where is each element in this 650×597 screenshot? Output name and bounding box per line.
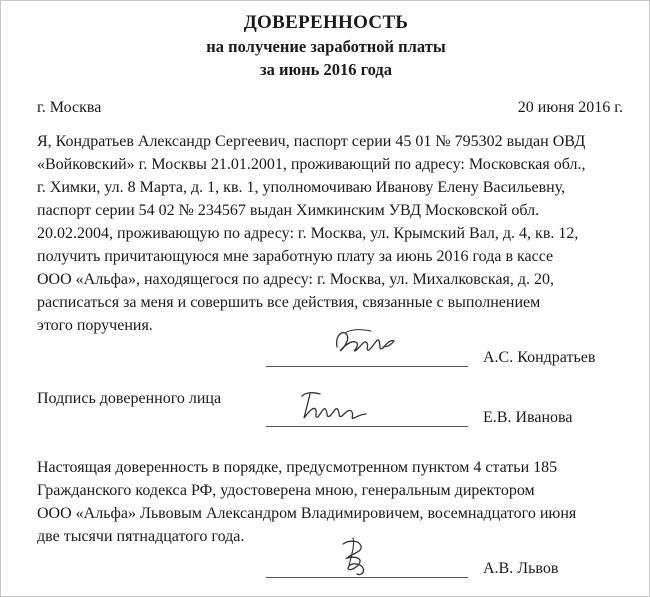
director-signature xyxy=(333,536,383,578)
body-line: расписаться за меня и совершить все действия, связанные с выполнением xyxy=(37,294,541,311)
attorney-name: Е.В. Иванова xyxy=(483,409,573,426)
body-line: этого поручения. xyxy=(37,317,153,334)
body-line: ООО «Альфа», находящегося по адресу: г. Москва, ул. Михалковская, д. 20, xyxy=(37,271,554,288)
body-line: паспорт серии 54 02 № 234567 выдан Химкинским УВД Московской обл. xyxy=(37,202,540,219)
body-line: г. Химки, ул. 8 Марта, д. 1, кв. 1, уполномочиваю Иванову Елену Васильевну, xyxy=(37,179,566,196)
document-city: г. Москва xyxy=(37,99,102,116)
body-line: Я, Кондратьев Александр Сергеевич, паспорт серии 45 01 № 795302 выдан ОВД xyxy=(37,133,586,150)
document-title: ДОВЕРЕННОСТЬ xyxy=(243,12,409,33)
attorney-signature-label: Подпись доверенного лица xyxy=(37,390,222,407)
certification-line: Гражданского кодекса РФ, удостоверена мною, генеральным директором xyxy=(37,482,535,499)
principal-signature-line xyxy=(266,366,468,367)
attorney-signature-line xyxy=(266,426,468,427)
document-body xyxy=(37,130,627,337)
document-subtitle-line2: за июнь 2016 года xyxy=(259,60,393,79)
certification-line: Настоящая доверенность в порядке, предусмотренном пунктом 4 статьи 185 xyxy=(37,459,558,476)
principal-name: А.С. Кондратьев xyxy=(483,349,596,366)
certification-line: две тысячи пятнадцатого года. xyxy=(37,528,245,545)
director-signature-line xyxy=(266,577,468,578)
body-line: получить причитающуюся мне заработную плату за июнь 2016 года в кассе xyxy=(37,248,554,265)
document-subtitle-line1: на получение заработной платы xyxy=(206,37,446,56)
body-line: 20.02.2004, проживающую по адресу: г. Москва, ул. Крымский Вал, д. 4, кв. 12, xyxy=(37,225,579,242)
attorney-signature xyxy=(294,386,374,426)
body-line: «Войковский» г. Москвы 21.01.2001, проживающий по адресу: Московская обл., xyxy=(37,156,586,173)
document-date: 20 июня 2016 г. xyxy=(517,99,623,116)
certification-line: ООО «Альфа» Львовым Александром Владимировичем, восемнадцатого июня xyxy=(37,505,577,522)
certification-text xyxy=(37,456,627,548)
director-name: А.В. Львов xyxy=(483,560,559,577)
principal-signature xyxy=(331,321,401,361)
